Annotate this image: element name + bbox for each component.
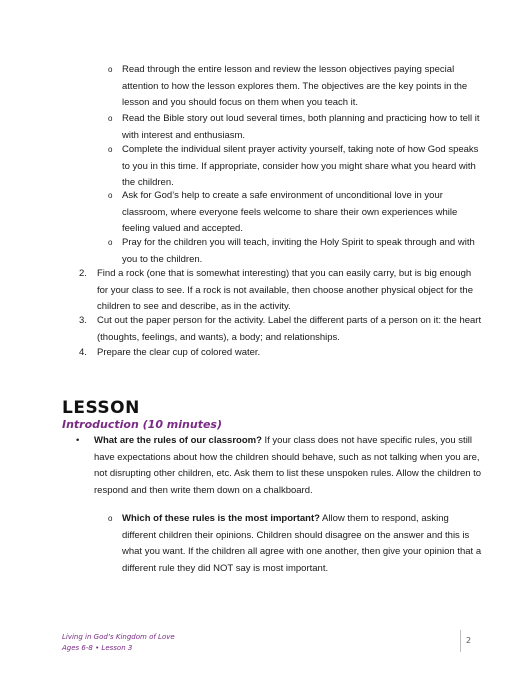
intro-subbullet-item — [108, 511, 482, 577]
prep-subitem — [108, 142, 482, 192]
item-text: Cut out the paper person for the activity. Label the different parts of a person on it: the heart (thoughts, feelings, and wants), a body; and relationships. — [97, 315, 482, 343]
hollow-bullet-icon: o — [108, 145, 113, 154]
section-subheading: Introduction (10 minutes) — [62, 418, 222, 431]
subbullet-text: Allow them to respond, asking different children their opinions. Children should disagree on the answer and this is what you want. If the children all agree with one another, then give your opinion that a different rule they did NOT say is most important. — [122, 513, 482, 574]
prep-subitem — [108, 188, 482, 238]
prep-numbered-item — [79, 266, 482, 316]
hollow-bullet-icon: o — [108, 65, 113, 74]
prep-subitem — [108, 62, 482, 112]
page-number-divider — [460, 630, 461, 652]
prep-subitem — [108, 235, 482, 268]
prep-subitem-text: Read the Bible story out loud several times, both planning and practicing how to tell it with interest and enthusiasm. — [122, 113, 480, 141]
footer-subtitle: Ages 6-8 • Lesson 3 — [62, 644, 133, 652]
prep-subitem-text: Ask for God’s help to create a safe environment of unconditional love in your classroom, where everyone feels welcome to share their own experiences while feeling valued and accepted. — [122, 190, 458, 234]
section-heading: LESSON — [62, 398, 140, 418]
hollow-bullet-icon: o — [108, 514, 113, 523]
prep-subitem-text: Pray for the children you will teach, inviting the Holy Spirit to speak through and with you to the children. — [122, 237, 475, 265]
page-number: 2 — [466, 636, 472, 645]
item-text: Find a rock (one that is somewhat interesting) that you can easily carry, but is big enough for your class to see. If a rock is not available, then choose another physical object for the children to see and describe, as in the activity. — [97, 268, 473, 312]
prep-numbered-item — [79, 345, 482, 362]
page-footer — [62, 632, 175, 654]
hollow-bullet-icon: o — [108, 114, 113, 123]
bullet-text: If your class does not have specific rules, you still have expectations about how the children should behave, such as not talking when you are, not disrupting other children, etc. Ask them to list these unspoken rules. Allow the children to respond and then write them down on a chalkboard. — [94, 435, 482, 496]
hollow-bullet-icon: o — [108, 191, 113, 200]
prep-numbered-item — [79, 313, 482, 346]
intro-bullet-item — [76, 433, 482, 499]
item-text: Prepare the clear cup of colored water. — [97, 347, 261, 358]
item-number: 4. — [79, 347, 87, 358]
item-number: 2. — [79, 268, 87, 279]
item-number: 3. — [79, 315, 87, 326]
prep-subitem — [108, 111, 482, 144]
prep-subitem-text: Complete the individual silent prayer activity yourself, taking note of how God speaks to you in this time. If appropriate, consider how you might share what you heard with the children. — [122, 144, 479, 188]
bullet-icon: • — [76, 435, 80, 446]
hollow-bullet-icon: o — [108, 238, 113, 247]
prep-subitem-text: Read through the entire lesson and review the lesson objectives paying special attention to how the lesson explores them. The objectives are the key points in the lesson and you should focus on them when you teach it. — [122, 64, 468, 108]
footer-title: Living in God’s Kingdom of Love — [62, 633, 175, 641]
subbullet-question: Which of these rules is the most important? — [122, 513, 320, 524]
bullet-question: What are the rules of our classroom? — [94, 435, 262, 446]
